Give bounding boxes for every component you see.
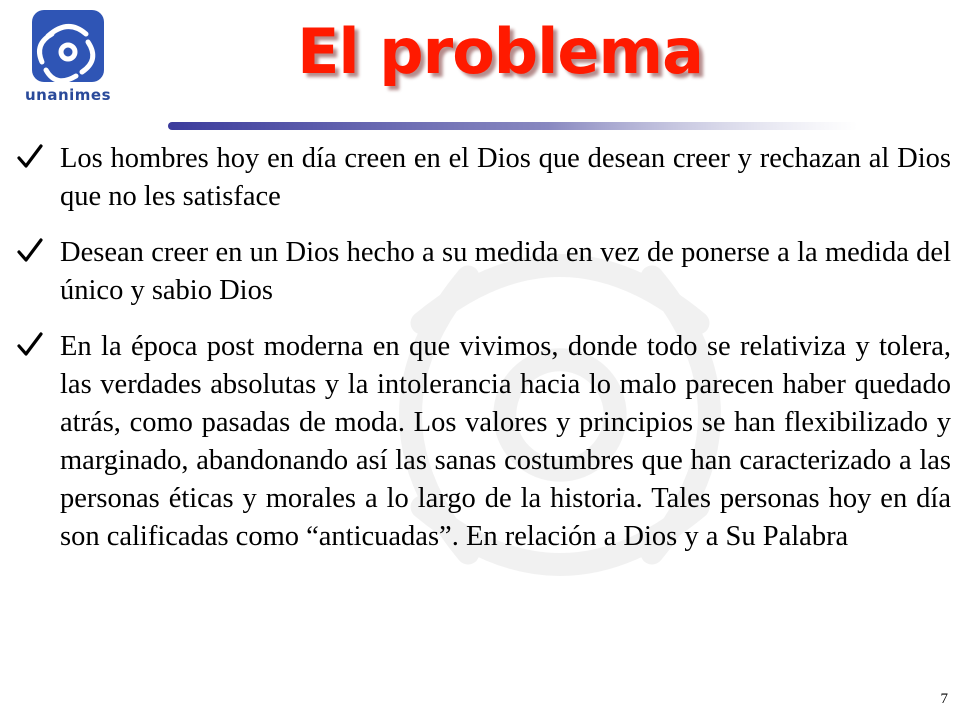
bullet-text-2: Desean creer en un Dios hecho a su medida en vez de ponerse a la medida del único y sabio Dios: [60, 237, 951, 306]
checkmark-icon: [16, 237, 44, 265]
bullet-text-1: Los hombres hoy en día creen en el Dios que desean creer y rechazan al Dios que no les satisface: [60, 143, 951, 212]
logo-text: unanimes: [24, 86, 112, 104]
bullet-item-1: [16, 140, 951, 216]
unanimes-logo-icon: [8, 8, 128, 88]
bullet-item-3: [16, 328, 951, 556]
checkmark-icon: [16, 331, 44, 359]
bullet-list: [16, 140, 951, 574]
checkmark-icon: [16, 143, 44, 171]
bullet-item-2: [16, 234, 951, 310]
title-rule: [168, 119, 858, 133]
bullet-text-3: En la época post moderna en que vivimos, donde todo se relativiza y tolera, las verdades absolutas y la intolerancia hacia lo malo parecen haber quedado atrás, como pasadas de moda. Los valores y principios se han flexibilizado y marginado, abandonando así las sanas costumbres que han caracterizado a las personas éticas y morales a lo largo de la historia. Tales personas hoy en día son calificadas como “anticuadas”. En relación a Dios y a Su Palabra: [60, 331, 951, 552]
page-number: 7: [940, 691, 948, 707]
slide-title: El problema: [297, 15, 703, 88]
unanimes-logo: [8, 8, 128, 108]
